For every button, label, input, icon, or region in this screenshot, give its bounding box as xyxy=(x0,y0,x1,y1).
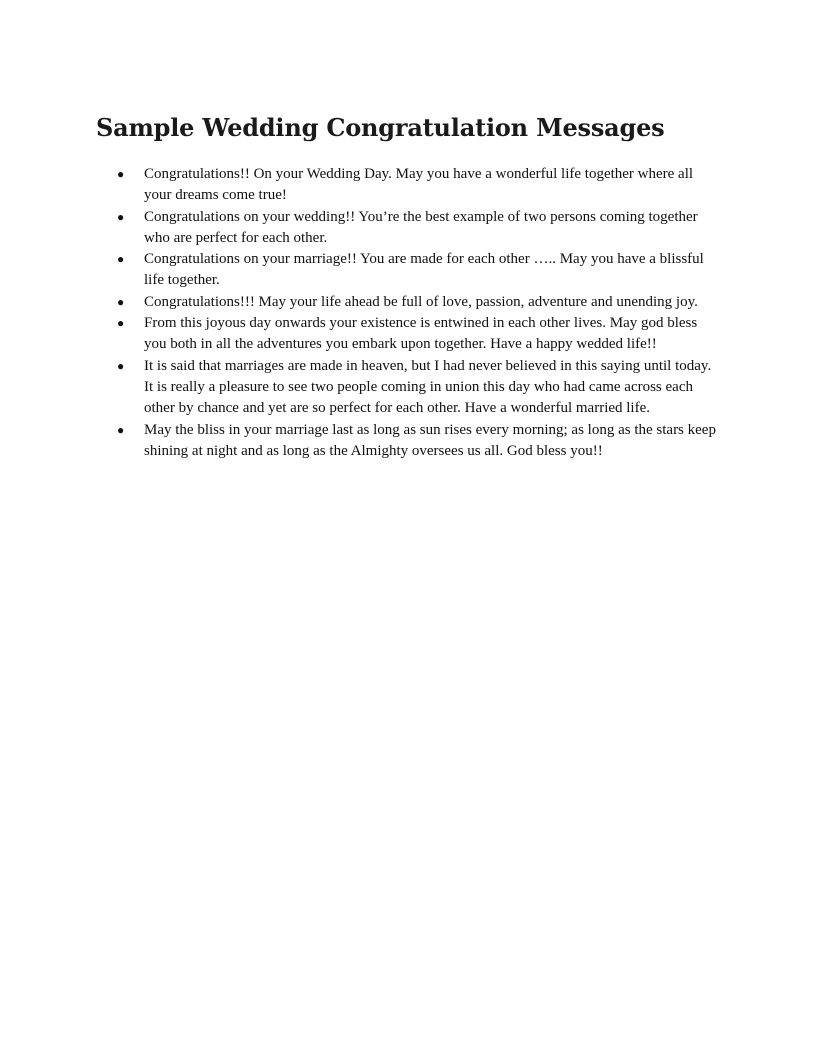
message-list xyxy=(96,164,716,462)
list-item xyxy=(96,420,716,463)
message-text: Congratulations!!! May your life ahead be full of love, passion, adventure and unending joy. xyxy=(144,293,698,310)
bullet-icon: ● xyxy=(117,358,125,373)
message-text: Congratulations on your wedding!! You’re the best example of two persons coming together who are perfect for each other. xyxy=(144,208,698,246)
bullet-icon: ● xyxy=(117,422,125,437)
list-item xyxy=(96,356,716,420)
list-item xyxy=(96,207,716,250)
bullet-icon: ● xyxy=(117,316,125,331)
document-title: Sample Wedding Congratulation Messages xyxy=(96,113,665,142)
message-text: From this joyous day onwards your existence is entwined in each other lives. May god bless you both in all the adventures you embark upon together. Have a happy wedded life!! xyxy=(144,315,698,353)
bullet-icon: ● xyxy=(117,294,125,309)
list-item xyxy=(96,313,716,356)
list-item xyxy=(96,164,716,207)
message-text: May the bliss in your marriage last as long as sun rises every morning; as long as the stars keep shining at night and as long as the Almighty oversees us all. God bless you!! xyxy=(144,421,716,459)
message-text: Congratulations on your marriage!! You are made for each other ….. May you have a blissful life together. xyxy=(144,251,704,289)
message-text: Congratulations!! On your Wedding Day. May you have a wonderful life together where all your dreams come true! xyxy=(144,166,694,204)
bullet-icon: ● xyxy=(117,209,125,224)
message-text: It is said that marriages are made in heaven, but I had never believed in this saying until today. It is really a pleasure to see two people coming in union this day who had came across each other by chance and yet are so perfect for each other. Have a wonderful married life. xyxy=(144,357,712,417)
bullet-icon: ● xyxy=(117,167,125,181)
bullet-icon: ● xyxy=(117,252,125,267)
list-item xyxy=(96,292,716,313)
list-item xyxy=(96,249,716,292)
